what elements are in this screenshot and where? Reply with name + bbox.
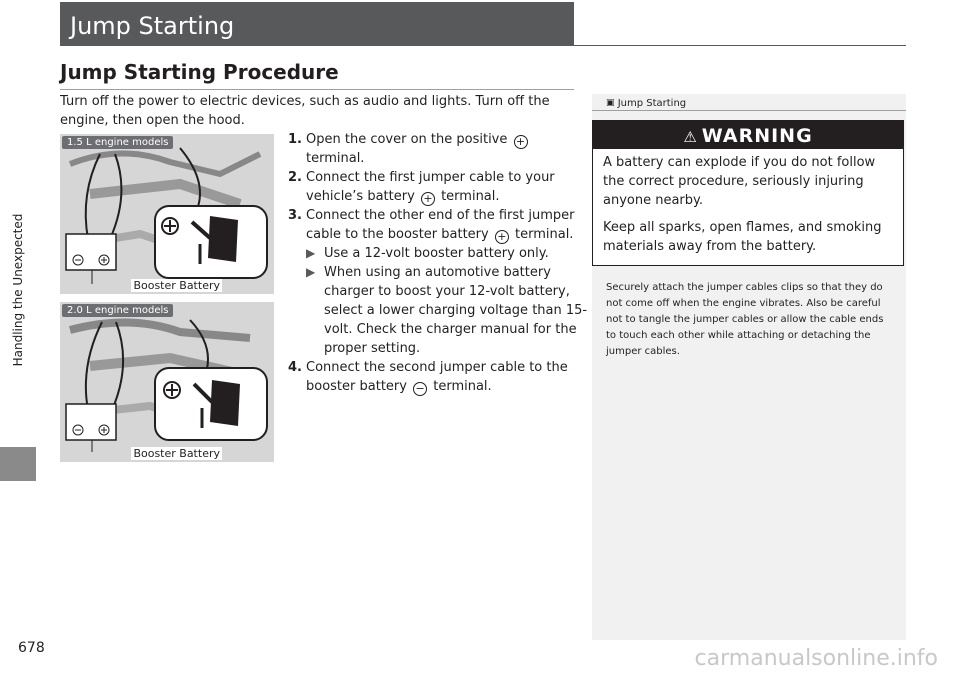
substep-1	[288, 244, 588, 263]
engine-figure-1	[60, 134, 274, 294]
note-heading-text: Jump Starting	[617, 98, 687, 109]
step-text: Connect the second jumper cable to the booster battery	[306, 360, 568, 394]
figure-label-1: Booster Battery	[133, 279, 220, 292]
warning-text-2: Keep all sparks, open flames, and smoking materials away from the battery.	[603, 220, 882, 254]
step-text-end: terminal.	[441, 189, 500, 204]
engine-figure-2	[60, 302, 274, 462]
step-3	[288, 206, 588, 244]
warning-box	[592, 120, 904, 266]
engine-illustration-2	[60, 302, 274, 462]
step-text-end: terminal.	[515, 227, 574, 242]
triangle-right-icon: ▶	[306, 265, 316, 279]
step-text: Connect the first jumper cable to your vehicle’s battery	[306, 170, 555, 204]
section-divider	[60, 89, 574, 90]
substep-text: When using an automotive battery charger to boost your 12-volt battery, select a lower charging voltage than 15-volt. Check the charger manual for the proper setting.	[324, 265, 588, 356]
note-heading	[606, 98, 686, 109]
note-divider	[592, 110, 906, 111]
figure-tag-2: 2.0 L engine models	[62, 304, 173, 317]
warning-text-1: A battery can explode if you do not follow the correct procedure, seriously injuring anyone nearby.	[603, 155, 876, 208]
step-1	[288, 130, 588, 168]
sidebar-label: Handling the Unexpected	[11, 213, 25, 367]
step-number: 2.	[288, 170, 302, 185]
intro-text: Turn off the power to electric devices, such as audio and lights. Turn off the engine, then open the hood.	[60, 94, 550, 128]
step-text: Connect the other end of the first jumper cable to the booster battery	[306, 208, 575, 242]
step-text-end: terminal.	[306, 151, 365, 166]
page-number: 678	[18, 640, 45, 656]
step-4	[288, 358, 588, 396]
warning-triangle-icon: ⚠	[683, 128, 698, 146]
procedure-steps	[288, 130, 588, 396]
plus-terminal-icon: +	[495, 230, 509, 244]
warning-body	[593, 149, 903, 268]
engine-illustration-1	[60, 134, 274, 294]
substep-text: Use a 12-volt booster battery only.	[324, 246, 549, 261]
watermark: carmanualsonline.info	[694, 646, 938, 671]
step-number: 3.	[288, 208, 302, 223]
triangle-right-icon: ▶	[306, 246, 316, 260]
plus-terminal-icon: +	[421, 192, 435, 206]
page-title: Jump Starting	[60, 2, 574, 46]
figure-tag-1: 1.5 L engine models	[62, 136, 173, 149]
section-title: Jump Starting Procedure	[60, 60, 339, 84]
plus-terminal-icon: +	[514, 135, 528, 149]
section-tab	[0, 447, 36, 481]
minus-terminal-icon: −	[413, 382, 427, 396]
header-divider	[574, 45, 906, 46]
note-body: Securely attach the jumper cables clips so that they do not come off when the engine vibrates. Also be careful not to tangle the jumper cables or allow the cable ends to touch each other while attaching or detaching the jumper cables.	[606, 282, 884, 357]
substep-2	[288, 263, 588, 358]
figure-label-2: Booster Battery	[133, 447, 220, 460]
step-number: 1.	[288, 132, 302, 147]
step-2	[288, 168, 588, 206]
step-number: 4.	[288, 360, 302, 375]
note-column	[592, 94, 906, 640]
step-text: Open the cover on the positive	[306, 132, 508, 147]
warning-title: WARNING	[701, 125, 813, 147]
step-text-end: terminal.	[433, 379, 492, 394]
note-marker-icon: ▣	[606, 98, 615, 108]
warning-header	[593, 121, 903, 149]
